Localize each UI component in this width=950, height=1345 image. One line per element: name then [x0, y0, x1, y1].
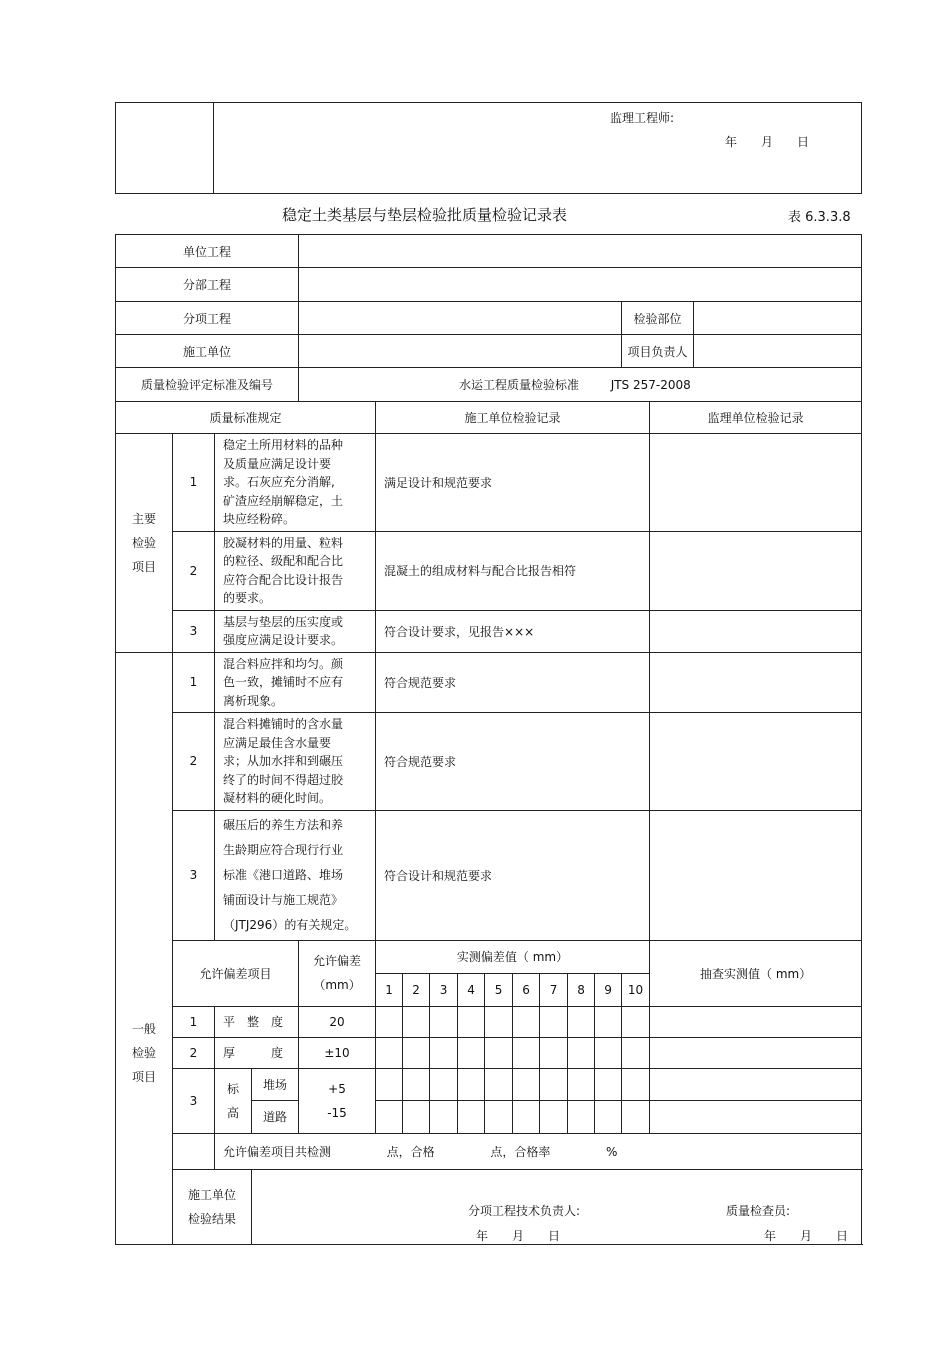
standard-code: JTS 257-2008 — [610, 378, 691, 392]
subitem-project-label: 分项工程 — [116, 302, 299, 335]
main-label-2: 检验 — [131, 535, 156, 550]
top-date-month: 月 — [761, 135, 774, 149]
division-project-label: 分部工程 — [116, 268, 299, 302]
inspection-part-value — [694, 302, 862, 335]
main-item-supervision — [650, 434, 862, 532]
general-label-3: 项目 — [131, 1070, 156, 1084]
main-items-label — [116, 434, 173, 653]
general-item-row — [116, 713, 862, 811]
result-label — [173, 1169, 252, 1244]
main-item-record: 符合设计要求，见报告××× — [376, 610, 650, 652]
quality-standard-header: 质量标准规定 — [116, 402, 376, 434]
project-leader-label: 项目负责人 — [622, 335, 694, 368]
construction-unit-label: 施工单位 — [116, 335, 299, 368]
measure-col-6: 6 — [513, 973, 540, 1006]
general-label-2: 检验 — [131, 1046, 156, 1060]
summary-prefix: 允许偏差项目共检测 — [223, 1144, 332, 1159]
general-item-supervision — [650, 713, 862, 811]
result-date-year-2: 年 — [764, 1228, 777, 1243]
top-date-day: 日 — [797, 135, 810, 149]
measure-col-4: 4 — [458, 973, 485, 1006]
top-signature-box — [115, 102, 862, 194]
deviation-allow-header — [299, 940, 376, 1006]
standard-value — [299, 368, 862, 402]
supervisor-label: 监理工程师: — [610, 111, 675, 125]
deviation-name: 平 整 度 — [215, 1006, 299, 1037]
deviation-summary — [215, 1133, 862, 1169]
general-item-supervision — [650, 652, 862, 713]
inspection-part-label: 检验部位 — [622, 302, 694, 335]
main-item-row — [116, 610, 862, 652]
measure-col-10: 10 — [622, 973, 650, 1006]
top-box-left-cell — [116, 103, 214, 194]
deviation-row — [116, 1068, 862, 1100]
sample-header: 抽查实测值（ mm） — [650, 940, 862, 1006]
measure-col-2: 2 — [403, 973, 430, 1006]
deviation-row — [116, 1037, 862, 1068]
result-label-1: 施工单位 — [187, 1187, 236, 1202]
main-item-no: 1 — [173, 434, 215, 532]
general-item-no: 3 — [173, 810, 215, 940]
project-leader-value — [694, 335, 862, 368]
deviation-value: ±10 — [299, 1037, 376, 1068]
table-code: 表 6.3.3.8 — [788, 210, 851, 225]
general-item-requirement: 混合料摊铺时的含水量 应满足最佳含水量要 求；从加水拌和到碾压 终了的时间不得超过胶 凝材料的硬化时间。 — [215, 713, 376, 811]
general-item-record: 符合规范要求 — [376, 713, 650, 811]
construction-unit-value — [299, 335, 622, 368]
main-item-supervision — [650, 610, 862, 652]
standard-name: 水运工程质量检验标准 — [459, 378, 580, 392]
main-item-requirement: 胶凝材料的用量、粒料 的粒径、级配和配合比 应符合配合比设计报告 的要求。 — [215, 531, 376, 610]
result-label-2: 检验结果 — [187, 1211, 236, 1226]
result-date-year-1: 年 — [476, 1228, 489, 1243]
unit-project-value — [299, 235, 862, 268]
measure-col-3: 3 — [430, 973, 458, 1006]
main-item-requirement: 基层与垫层的压实度或 强度应满足设计要求。 — [215, 610, 376, 652]
deviation-no: 3 — [173, 1068, 215, 1133]
result-date-month-2: 月 — [800, 1228, 813, 1243]
elevation-label-2: 高 — [226, 1105, 239, 1120]
general-label-1: 一般 — [131, 1022, 156, 1036]
measured-header: 实测偏差值（ mm） — [376, 940, 650, 973]
deviation-item-header: 允许偏差项目 — [173, 940, 299, 1006]
deviation-row — [116, 1006, 862, 1037]
deviation-value: 20 — [299, 1006, 376, 1037]
standard-label: 质量检验评定标准及编号 — [116, 368, 299, 402]
main-item-no: 2 — [173, 531, 215, 610]
division-project-value — [299, 268, 862, 302]
measure-col-5: 5 — [485, 973, 513, 1006]
result-date-month-1: 月 — [512, 1228, 525, 1243]
main-item-record: 满足设计和规范要求 — [376, 434, 650, 532]
measure-col-8: 8 — [568, 973, 595, 1006]
top-date-year: 年 — [725, 135, 738, 149]
measure-col-1: 1 — [376, 973, 403, 1006]
elevation-label — [215, 1068, 252, 1133]
main-label-3: 项目 — [131, 559, 156, 574]
deviation-name: 厚 度 — [215, 1037, 299, 1068]
elevation-sub-name: 道路 — [252, 1100, 299, 1133]
elevation-value-2: -15 — [327, 1105, 347, 1120]
result-date-day-1: 日 — [548, 1228, 561, 1243]
supervision-record-header: 监理单位检验记录 — [650, 402, 862, 434]
elevation-values — [299, 1068, 376, 1133]
main-item-row — [116, 434, 862, 532]
main-label-1: 主要 — [131, 511, 156, 526]
general-item-requirement: 混合料应拌和均匀。颜 色一致，摊铺时不应有 离析现象。 — [215, 652, 376, 713]
general-item-row — [116, 810, 862, 940]
allow-header-line2: （mm） — [313, 978, 361, 992]
elevation-value-1: +5 — [328, 1081, 346, 1096]
measure-col-9: 9 — [595, 973, 622, 1006]
result-date-day-2: 日 — [836, 1228, 849, 1243]
general-item-no: 1 — [173, 652, 215, 713]
construction-record-header: 施工单位检验记录 — [376, 402, 650, 434]
main-item-no: 3 — [173, 610, 215, 652]
summary-blank — [173, 1133, 215, 1169]
general-item-supervision — [650, 810, 862, 940]
general-item-record: 符合规范要求 — [376, 652, 650, 713]
main-item-record: 混凝土的组成材料与配合比报告相符 — [376, 531, 650, 610]
top-box-sign-cell — [214, 103, 862, 194]
deviation-no: 1 — [173, 1006, 215, 1037]
result-sign-cell — [252, 1169, 862, 1244]
inspector-label: 质量检查员: — [726, 1203, 791, 1218]
summary-suffix: % — [606, 1144, 618, 1159]
unit-project-label: 单位工程 — [116, 235, 299, 268]
general-item-record: 符合设计和规范要求 — [376, 810, 650, 940]
summary-mid2: 点，合格率 — [490, 1144, 551, 1159]
tech-leader-label: 分项工程技术负责人: — [468, 1203, 581, 1218]
main-item-requirement: 稳定土所用材料的品种 及质量应满足设计要 求。石灰应充分消解, 矿渣应经崩解稳定，土 块应经粉碎。 — [215, 434, 376, 532]
elevation-label-1: 标 — [226, 1081, 239, 1096]
general-item-requirement: 碾压后的养生方法和养 生龄期应符合现行行业 标准《港口道路、堆场 铺面设计与施工规范》 （JTJ296）的有关规定。 — [215, 810, 376, 940]
measure-col-7: 7 — [540, 973, 568, 1006]
main-item-supervision — [650, 531, 862, 610]
elevation-sub-name: 堆场 — [252, 1068, 299, 1100]
inspection-table — [115, 234, 862, 1245]
general-item-row — [116, 652, 862, 713]
subitem-project-value — [299, 302, 622, 335]
main-item-row — [116, 531, 862, 610]
general-items-label — [116, 652, 173, 1244]
summary-mid1: 点，合格 — [386, 1144, 435, 1159]
deviation-no: 2 — [173, 1037, 215, 1068]
allow-header-line1: 允许偏差 — [313, 954, 362, 968]
document-title: 稳定土类基层与垫层检验批质量检验记录表 — [282, 206, 568, 224]
general-item-no: 2 — [173, 713, 215, 811]
